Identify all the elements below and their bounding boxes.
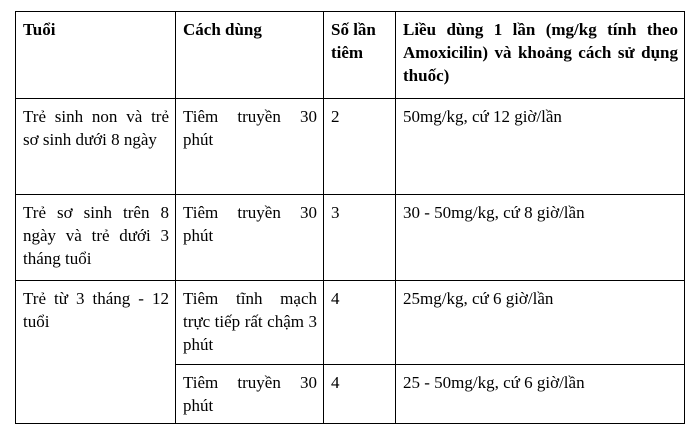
cell-count: 4 [324,281,396,365]
cell-age: Trẻ từ 3 tháng - 12 tuổi [16,281,176,424]
cell-dose: 30 - 50mg/kg, cứ 8 giờ/lần [396,195,685,281]
cell-count: 2 [324,99,396,195]
cell-method: Tiêm tĩnh mạch trực tiếp rất chậm 3 phút [176,281,324,365]
cell-count: 4 [324,365,396,424]
dosage-table [15,11,685,424]
header-method: Cách dùng [176,12,324,99]
header-age: Tuổi [16,12,176,99]
table-row [16,99,685,195]
cell-age: Trẻ sinh non và trẻ sơ sinh dưới 8 ngày [16,99,176,195]
cell-dose: 50mg/kg, cứ 12 giờ/lần [396,99,685,195]
table-row [16,281,685,365]
cell-dose: 25mg/kg, cứ 6 giờ/lần [396,281,685,365]
table-header [16,12,685,99]
cell-count: 3 [324,195,396,281]
header-dose: Liều dùng 1 lần (mg/kg tính theo Amoxicilin) và khoảng cách sử dụng thuốc) [396,12,685,99]
cell-method: Tiêm truyền 30 phút [176,195,324,281]
cell-age: Trẻ sơ sinh trên 8 ngày và trẻ dưới 3 tháng tuổi [16,195,176,281]
cell-dose: 25 - 50mg/kg, cứ 6 giờ/lần [396,365,685,424]
table-body [16,99,685,424]
header-count: Số lần tiêm [324,12,396,99]
table-row [16,195,685,281]
header-row [16,12,685,99]
cell-method: Tiêm truyền 30 phút [176,365,324,424]
cell-method: Tiêm truyền 30 phút [176,99,324,195]
